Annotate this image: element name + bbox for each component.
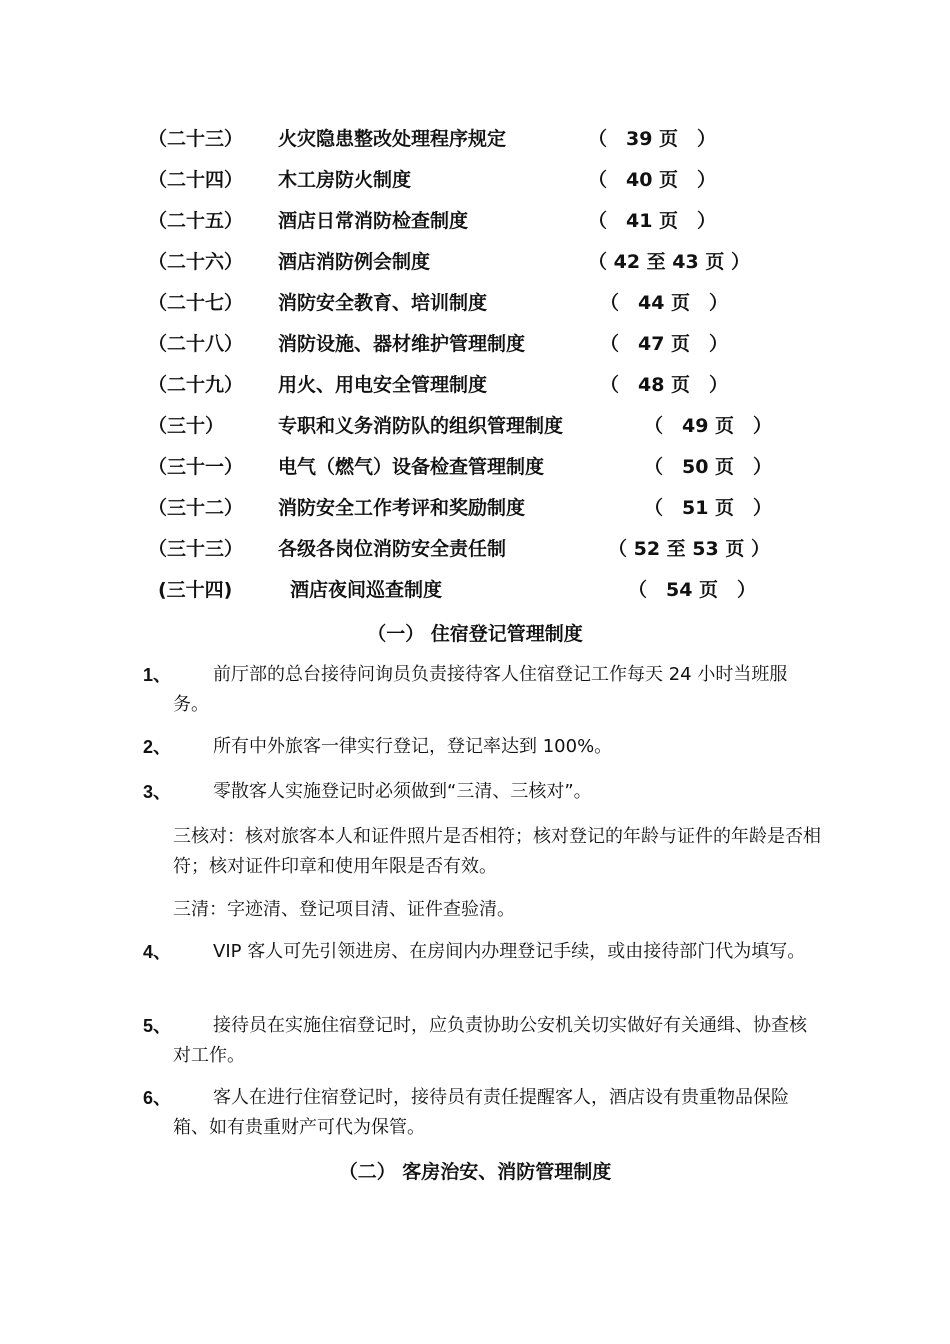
- toc-page: （ 51 页 ）: [644, 497, 773, 519]
- toc-row: [148, 288, 828, 318]
- section-heading: （一） 住宿登记管理制度: [367, 623, 583, 645]
- toc-title: 酒店夜间巡查制度: [290, 579, 443, 601]
- toc-page: （ 44 页 ）: [600, 292, 729, 314]
- toc-page: （ 40 页 ）: [588, 169, 717, 191]
- toc-title: 酒店消防例会制度: [278, 251, 431, 273]
- toc-number: （三十一）: [148, 456, 244, 478]
- toc-title: 酒店日常消防检查制度: [278, 210, 469, 232]
- toc-row: [148, 124, 828, 154]
- item-number: 3、: [143, 782, 172, 802]
- list-item: [143, 937, 823, 967]
- list-item: [143, 777, 823, 807]
- note-paragraph: 三核对：核对旅客本人和证件照片是否相符；核对登记的年龄与证件的年龄是否相符；核对证件印章和使用年限是否有效。: [173, 826, 821, 877]
- toc-row: [148, 452, 828, 482]
- item-number: 4、: [143, 942, 172, 962]
- toc-page: （ 52 至 53 页 ）: [608, 538, 770, 560]
- toc-page: （ 47 页 ）: [600, 333, 729, 355]
- toc-number: （三十）: [148, 415, 225, 437]
- item-text: 客人在进行住宿登记时，接待员有责任提醒客人，酒店设有贵重物品保险箱、如有贵重财产可代为保管。: [173, 1087, 789, 1138]
- toc-number: (三十四): [158, 579, 233, 601]
- toc-number: （二十九）: [148, 374, 244, 396]
- toc-row: [148, 493, 828, 523]
- item-number: 2、: [143, 737, 172, 757]
- list-item: [143, 732, 823, 762]
- item-text: 前厅部的总台接待问询员负责接待客人住宿登记工作每天 24 小时当班服务。: [173, 664, 788, 715]
- toc-page: （ 54 页 ）: [628, 579, 757, 601]
- item-text: VIP 客人可先引领进房、在房间内办理登记手续，或由接待部门代为填写。: [213, 941, 806, 962]
- toc-page: （ 42 至 43 页 ）: [588, 251, 750, 273]
- toc-page: （ 41 页 ）: [588, 210, 717, 232]
- toc-row: [148, 165, 828, 195]
- toc-title: 消防安全工作考评和奖励制度: [278, 497, 526, 519]
- item-number: 6、: [143, 1088, 172, 1108]
- toc-page: （ 48 页 ）: [600, 374, 729, 396]
- toc-page: （ 39 页 ）: [588, 128, 717, 150]
- toc-number: （二十八）: [148, 333, 244, 355]
- item-text: 接待员在实施住宿登记时，应负责协助公安机关切实做好有关通缉、协查核对工作。: [173, 1015, 807, 1066]
- toc-title: 火灾隐患整改处理程序规定: [278, 128, 507, 150]
- toc-number: （二十四）: [148, 169, 244, 191]
- toc-title: 用火、用电安全管理制度: [278, 374, 488, 396]
- toc-title: 消防设施、器材维护管理制度: [278, 333, 526, 355]
- toc-page: （ 49 页 ）: [644, 415, 773, 437]
- toc-row: [148, 247, 828, 277]
- item-text: 零散客人实施登记时必须做到“三清、三核对”。: [213, 781, 592, 802]
- toc-row: [148, 329, 828, 359]
- toc-title: 消防安全教育、培训制度: [278, 292, 488, 314]
- toc-number: （二十五）: [148, 210, 244, 232]
- toc-number: （三十二）: [148, 497, 244, 519]
- toc-row: [148, 370, 828, 400]
- toc-number: （二十三）: [148, 128, 244, 150]
- toc-title: 各级各岗位消防安全责任制: [278, 538, 507, 560]
- item-number: 1、: [143, 665, 172, 685]
- item-number: 5、: [143, 1016, 172, 1036]
- toc-title: 电气（燃气）设备检查管理制度: [278, 456, 545, 478]
- toc-row: [148, 206, 828, 236]
- list-item: [143, 1011, 823, 1071]
- toc-row: [148, 411, 828, 441]
- note-paragraph: 三清：字迹清、登记项目清、证件查验清。: [173, 899, 515, 920]
- toc-page: （ 50 页 ）: [644, 456, 773, 478]
- toc-row: [148, 534, 828, 564]
- toc-row: [158, 575, 838, 605]
- list-item: [143, 1083, 823, 1143]
- toc-number: （二十七）: [148, 292, 244, 314]
- item-text: 所有中外旅客一律实行登记，登记率达到 100%。: [213, 736, 613, 757]
- section-heading: （二） 客房治安、消防管理制度: [338, 1161, 612, 1183]
- toc-number: （三十三）: [148, 538, 244, 560]
- toc-title: 专职和义务消防队的组织管理制度: [278, 415, 564, 437]
- toc-number: （二十六）: [148, 251, 244, 273]
- list-item: [143, 660, 823, 720]
- toc-title: 木工房防火制度: [278, 169, 412, 191]
